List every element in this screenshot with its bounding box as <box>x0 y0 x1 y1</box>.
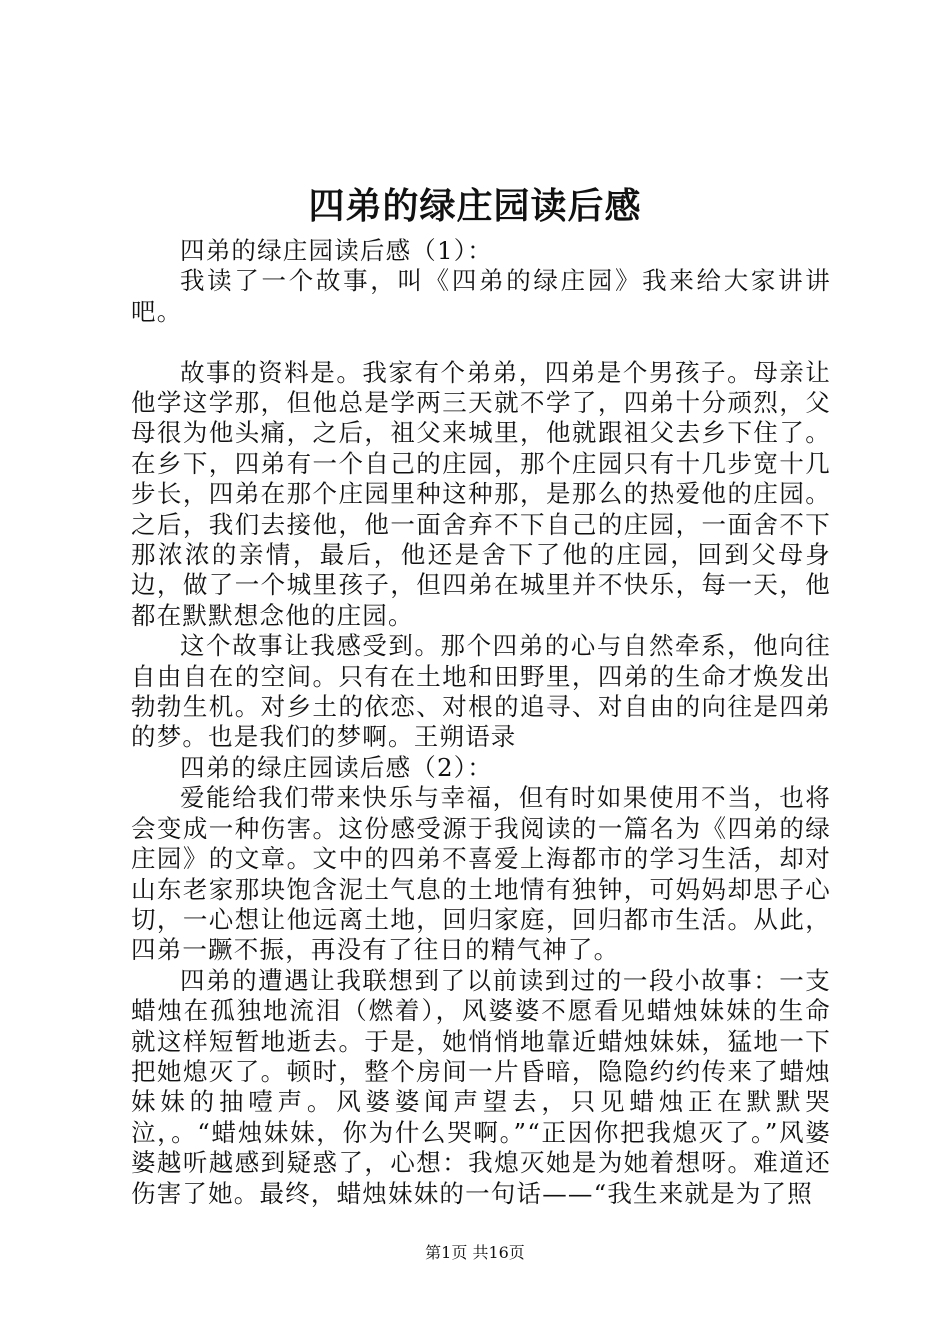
page-footer: 第1页 共16页 <box>425 1243 525 1262</box>
body-paragraph: 爱能给我们带来快乐与幸福，但有时如果使用不当，也将会变成一种伤害。这份感受源于我阅读的一篇名为《四弟的绿庄园》的文章。文中的四弟不喜爱上海都市的学习生活，却对山东老家那块饱含泥土气息的土地情有独钟，可妈妈却思子心切，一心想让他远离土地，回归家庭，回归都市生活。从此，四弟一蹶不振，再没有了往日的精气神了。 <box>131 783 831 965</box>
document-title: 四弟的绿庄园读后感 <box>308 185 642 227</box>
document-body <box>131 236 831 1209</box>
body-paragraph: 这个故事让我感受到。那个四弟的心与自然牵系，他向往自由自在的空间。只有在土地和田野里，四弟的生命才焕发出勃勃生机。对乡土的依恋、对根的追寻、对自由的向往是四弟的梦。也是我们的梦啊。王朔语录 <box>131 631 831 752</box>
blank-line <box>131 327 831 357</box>
body-paragraph: 我读了一个故事，叫《四弟的绿庄园》我来给大家讲讲吧。 <box>131 266 831 326</box>
body-paragraph: 四弟的遭遇让我联想到了以前读到过的一段小故事：一支蜡烛在孤独地流泪（燃着），风婆婆不愿看见蜡烛妹妹的生命就这样短暂地逝去。于是，她悄悄地靠近蜡烛妹妹，猛地一下把她熄灭了。顿时，整个房间一片昏暗，隐隐约约传来了蜡烛妹妹的抽噎声。风婆婆闻声望去，只见蜡烛正在默默哭泣，。“蜡烛妹妹，你为什么哭啊。”“正因你把我熄灭了。”风婆婆越听越感到疑惑了，心想：我熄灭她是为她着想呀。难道还伤害了她。最终，蜡烛妹妹的一句话——“我生来就是为了照 <box>131 965 831 1208</box>
section-heading-2: 四弟的绿庄园读后感（2）： <box>180 752 493 782</box>
section-heading-1: 四弟的绿庄园读后感（1）： <box>180 236 493 265</box>
body-paragraph: 故事的资料是。我家有个弟弟，四弟是个男孩子。母亲让他学这学那，但他总是学两三天就不学了，四弟十分顽烈，父母很为他头痛，之后，祖父来城里，他就跟祖父去乡下住了。在乡下，四弟有一个自己的庄园，那个庄园只有十几步宽十几步长，四弟在那个庄园里种这种那，是那么的热爱他的庄园。之后，我们去接他，他一面舍弃不下自己的庄园，一面舍不下那浓浓的亲情，最后，他还是舍下了他的庄园，回到父母身边，做了一个城里孩子，但四弟在城里并不快乐，每一天，他都在默默想念他的庄园。 <box>131 357 831 630</box>
